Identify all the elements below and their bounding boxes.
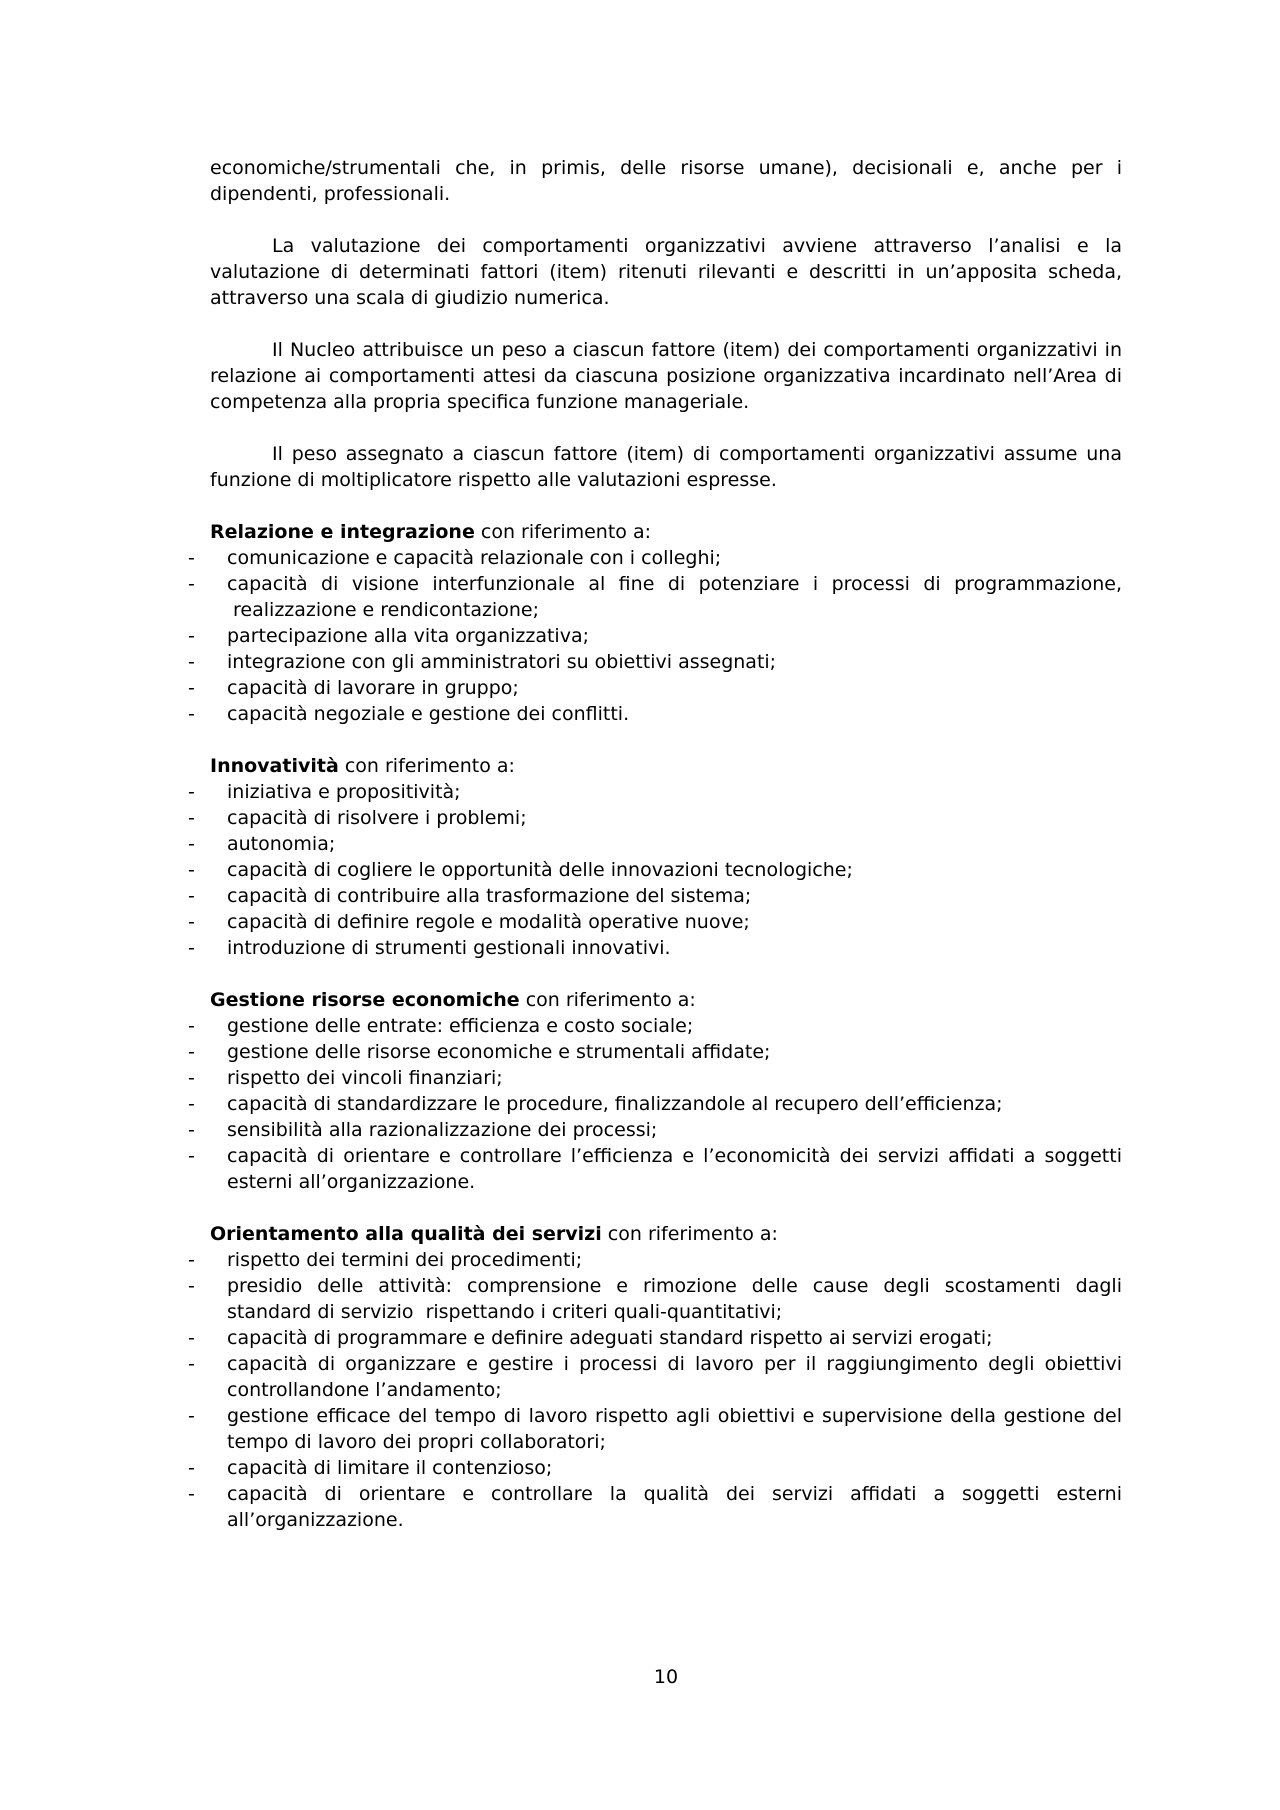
- paragraph-valutazione: La valutazione dei comportamenti organizzativi avviene attraverso l’analisi e la valutazione di determinati fattori (item) ritenuti rilevanti e descritti in un’apposita scheda, attraverso una scala di giudizio numerica.: [210, 235, 1122, 309]
- list-item: - capacità di contribuire alla trasformazione del sistema;: [210, 883, 1122, 909]
- page-content: [210, 155, 1122, 1559]
- section-heading: [210, 519, 1122, 545]
- section-innovativita: [210, 753, 1122, 961]
- list-item: - partecipazione alla vita organizzativa;: [210, 623, 1122, 649]
- bullet-list: [210, 1247, 1122, 1533]
- list-item: - capacità negoziale e gestione dei conflitti.: [210, 701, 1122, 727]
- list-item: - gestione delle entrate: efficienza e costo sociale;: [210, 1013, 1122, 1039]
- paragraph-continuation: economiche/strumentali che, in primis, delle risorse umane), decisionali e, anche per i dipendenti, professionali.: [210, 157, 1122, 205]
- list-item: - introduzione di strumenti gestionali innovativi.: [210, 935, 1122, 961]
- section-heading-suffix: con riferimento a:: [338, 755, 515, 777]
- list-item: - capacità di visione interfunzionale al fine di potenziare i processi di programmazione, realizzazione e rendicontazione;: [210, 571, 1122, 623]
- list-item: - autonomia;: [210, 831, 1122, 857]
- section-title: Gestione risorse economiche: [210, 989, 520, 1011]
- bullet-list: [210, 1013, 1122, 1195]
- list-item: - gestione delle risorse economiche e strumentali affidate;: [210, 1039, 1122, 1065]
- list-item: - iniziativa e propositività;: [210, 779, 1122, 805]
- section-heading-suffix: con riferimento a:: [519, 989, 696, 1011]
- list-item: - capacità di orientare e controllare l’efficienza e l’economicità dei servizi affidati a soggetti esterni all’organizzazione.: [210, 1143, 1122, 1195]
- list-item: - capacità di programmare e definire adeguati standard rispetto ai servizi erogati;: [210, 1325, 1122, 1351]
- list-item: - presidio delle attività: comprensione e rimozione delle cause degli scostamenti dagli standard di servizio rispettando i criteri quali-quantitativi;: [210, 1273, 1122, 1325]
- section-relazione-integrazione: [210, 519, 1122, 727]
- section-heading: [210, 753, 1122, 779]
- section-title: Relazione e integrazione: [210, 521, 475, 543]
- section-heading: [210, 987, 1122, 1013]
- list-item: - capacità di risolvere i problemi;: [210, 805, 1122, 831]
- list-item: - comunicazione e capacità relazionale con i colleghi;: [210, 545, 1122, 571]
- list-item: - gestione efficace del tempo di lavoro rispetto agli obiettivi e supervisione della gestione del tempo di lavoro dei propri collaboratori;: [210, 1403, 1122, 1455]
- paragraph-nucleo: Il Nucleo attribuisce un peso a ciascun fattore (item) dei comportamenti organizzativi in relazione ai comportamenti attesi da ciascuna posizione organizzativa incardinato nell’Area di competenza alla propria specifica funzione manageriale.: [210, 339, 1122, 413]
- paragraph-peso: Il peso assegnato a ciascun fattore (item) di comportamenti organizzativi assume una funzione di moltiplicatore rispetto alle valutazioni espresse.: [210, 443, 1122, 491]
- section-heading-suffix: con riferimento a:: [474, 521, 651, 543]
- list-item: - capacità di limitare il contenzioso;: [210, 1455, 1122, 1481]
- section-heading: [210, 1221, 1122, 1247]
- section-orientamento-qualita: [210, 1221, 1122, 1533]
- bullet-list: [210, 779, 1122, 961]
- list-item: - capacità di lavorare in gruppo;: [210, 675, 1122, 701]
- list-item: - capacità di orientare e controllare la qualità dei servizi affidati a soggetti esterni all’organizzazione.: [210, 1481, 1122, 1533]
- list-item: - capacità di definire regole e modalità operative nuove;: [210, 909, 1122, 935]
- section-title: Orientamento alla qualità dei servizi: [210, 1223, 602, 1245]
- list-item: - sensibilità alla razionalizzazione dei processi;: [210, 1117, 1122, 1143]
- bullet-list: [210, 545, 1122, 727]
- list-item: - rispetto dei termini dei procedimenti;: [210, 1247, 1122, 1273]
- page-number: 10: [653, 1666, 679, 1688]
- list-item: - integrazione con gli amministratori su obiettivi assegnati;: [210, 649, 1122, 675]
- list-item: - capacità di standardizzare le procedure, finalizzandole al recupero dell’efficienza;: [210, 1091, 1122, 1117]
- list-item: - rispetto dei vincoli finanziari;: [210, 1065, 1122, 1091]
- section-heading-suffix: con riferimento a:: [601, 1223, 778, 1245]
- list-item: - capacità di cogliere le opportunità delle innovazioni tecnologiche;: [210, 857, 1122, 883]
- section-title: Innovatività: [210, 755, 339, 777]
- list-item: - capacità di organizzare e gestire i processi di lavoro per il raggiungimento degli obiettivi controllandone l’andamento;: [210, 1351, 1122, 1403]
- section-gestione-risorse: [210, 987, 1122, 1195]
